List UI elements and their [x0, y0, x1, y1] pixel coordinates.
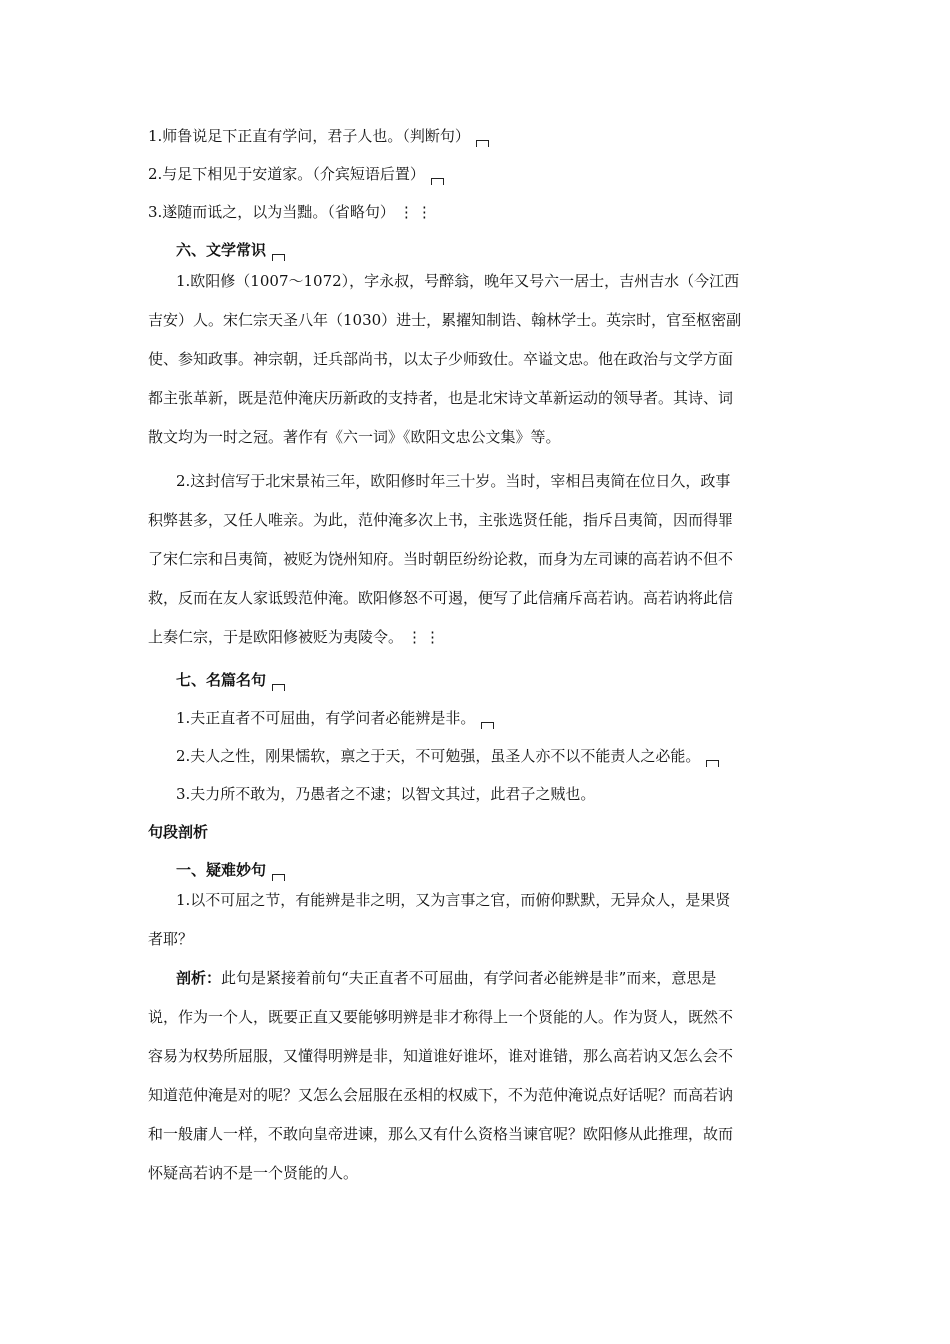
sentence-pattern-text: 2.与足下相见于安道家。（介宾短语后置） [148, 165, 425, 183]
analysis-line: 和一般庸人一样，不敢向皇帝进谏，那么又有什么资格当谏官呢？欧阳修从此推理，故而 [148, 1125, 734, 1143]
famous-line-text: 1.夫正直者不可屈曲，有学问者必能辨是非。 [176, 709, 476, 727]
bracket-mark-icon [272, 874, 285, 881]
famous-line-text: 3.夫力所不敢为，乃愚者之不逮；以智文其过，此君子之贼也。 [176, 785, 596, 803]
section-title-analysis: 句段剖析 [148, 823, 209, 841]
paragraph-line: 散文均为一时之冠。著作有《六一词》《欧阳文忠公文集》等。 [148, 428, 561, 446]
paragraph-line: 吉安）人。宋仁宗天圣八年（1030）进士，累擢知制诰、翰林学士。英宗时，官至枢密副 [148, 311, 742, 329]
ellipsis-mark: ⋮⋮ [407, 628, 444, 646]
analysis-line [176, 968, 716, 988]
bracket-mark-icon [272, 684, 285, 691]
famous-line-item-2 [176, 746, 719, 767]
paragraph-line: 2.这封信写于北宋景祐三年，欧阳修时年三十岁。当时，宰相吕夷简在位日久，政事 [176, 472, 731, 490]
famous-line-item-1 [176, 708, 494, 729]
analysis-line: 知道范仲淹是对的呢？又怎么会屈服在丞相的权威下，不为范仲淹说点好话呢？而高若讷 [148, 1086, 734, 1104]
sentence-pattern-text: 1.师鲁说足下正直有学问，君子人也。（判断句） [148, 127, 470, 145]
heading-text: 七、名篇名句 [176, 671, 267, 689]
analysis-label: 剖析： [176, 969, 222, 987]
paragraph-line: 使、参知政事。神宗朝，迁兵部尚书，以太子少师致仕。卒谥文忠。他在政治与文学方面 [148, 350, 734, 368]
heading-text: 六、文学常识 [176, 241, 267, 259]
analysis-line: 容易为权势所屈服，又懂得明辨是非，知道谁好谁坏，谁对谁错，那么高若讷又怎么会不 [148, 1047, 734, 1065]
bracket-mark-icon [431, 178, 444, 185]
sentence-pattern-item-1 [148, 126, 489, 147]
paragraph-line-text: 上奏仁宗，于是欧阳修被贬为夷陵令。 [148, 628, 404, 646]
famous-line-item-3 [176, 784, 595, 804]
bracket-mark-icon [481, 722, 494, 729]
sentence-pattern-item-3 [148, 202, 435, 222]
question-line: 1.以不可屈之节，有能辨是非之明，又为言事之官，而俯仰默默，无异众人，是果贤 [176, 891, 731, 909]
section-heading-difficult-sentences [176, 860, 285, 881]
analysis-line-text: 此句是紧接着前句“夫正直者不可屈曲，有学问者必能辨是非”而来，意思是 [221, 969, 717, 987]
question-line: 者耶？ [148, 930, 194, 948]
section-heading-famous-lines [176, 670, 285, 691]
paragraph-line: 积弊甚多，又任人唯亲。为此，范仲淹多次上书，主张选贤任能，指斥吕夷简，因而得罪 [148, 511, 734, 529]
analysis-line: 怀疑高若讷不是一个贤能的人。 [148, 1164, 359, 1182]
analysis-line: 说，作为一个人，既要正直又要能够明辨是非才称得上一个贤能的人。作为贤人，既然不 [148, 1008, 734, 1026]
section-heading-literary-knowledge [176, 240, 285, 261]
sentence-pattern-item-2 [148, 164, 444, 185]
bracket-mark-icon [476, 140, 489, 147]
paragraph-line [148, 627, 443, 647]
paragraph-line: 1.欧阳修（1007～1072），字永叔，号醉翁，晚年又号六一居士，吉州吉水（今江西 [176, 272, 740, 290]
paragraph-line: 都主张革新，既是范仲淹庆历新政的支持者，也是北宋诗文革新运动的领导者。其诗、词 [148, 389, 734, 407]
paragraph-line: 了宋仁宗和吕夷简，被贬为饶州知府。当时朝臣纷纷论救，而身为左司谏的高若讷不但不 [148, 550, 734, 568]
sentence-pattern-text: 3.遂随而诋之，以为当黜。（省略句） [148, 203, 395, 221]
famous-line-text: 2.夫人之性，刚果懦软，禀之于天，不可勉强，虽圣人亦不以不能责人之必能。 [176, 747, 701, 765]
ellipsis-mark: ⋮⋮ [398, 203, 435, 221]
bracket-mark-icon [706, 760, 719, 767]
heading-text: 一、疑难妙句 [176, 861, 267, 879]
bracket-mark-icon [272, 254, 285, 261]
paragraph-line: 救，反而在友人家诋毁范仲淹。欧阳修怒不可遏，便写了此信痛斥高若讷。高若讷将此信 [148, 589, 734, 607]
